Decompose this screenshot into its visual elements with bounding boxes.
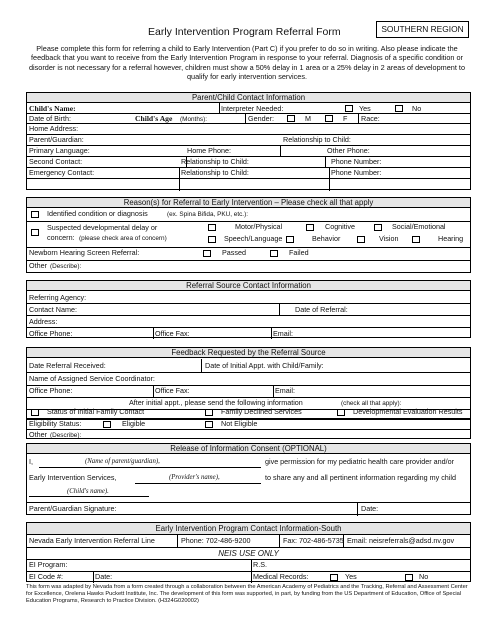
section-heading: Referral Source Contact Information (27, 281, 470, 291)
after-appt-note: (check all that apply): (341, 400, 402, 407)
motor-label: Motor/Physical (235, 222, 283, 231)
gender-m-label: M (305, 114, 311, 123)
suspected-delay-checkbox[interactable] (31, 229, 39, 236)
date-of-referral-label: Date of Referral: (295, 305, 348, 314)
behavior-label: Behavior (312, 234, 341, 243)
home-address-label: Home Address: (29, 124, 79, 133)
hearing-checkbox[interactable] (412, 236, 420, 243)
date-received-label: Date Referral Received: (29, 361, 106, 370)
home-phone-label: Home Phone: (187, 146, 231, 155)
social-label: Social/Emotional (392, 222, 446, 231)
office-phone-label: Office Phone: (29, 386, 73, 395)
describe-label: (Describe): (50, 263, 82, 270)
vision-checkbox[interactable] (357, 236, 365, 243)
email-label: Email: (273, 329, 293, 338)
months-label: (Months): (180, 116, 207, 123)
section-heading: Early Intervention Program Contact Information-South (27, 523, 470, 535)
section-heading: Parent/Child Contact Information (27, 93, 470, 103)
section-heading: Feedback Requested by the Referral Source (27, 348, 470, 358)
after-appt-label: After initial appt., please send the following information (129, 398, 303, 407)
social-checkbox[interactable] (374, 224, 382, 231)
provider-name-hint: (Provider's name), (169, 474, 220, 481)
gender-f-label: F (343, 114, 348, 123)
childs-name-hint: (Child's name). (67, 488, 109, 495)
program-contact-section (26, 522, 471, 582)
failed-checkbox[interactable] (270, 250, 278, 257)
parent-guardian-label: Parent/Guardian: (29, 135, 84, 144)
medical-no-checkbox[interactable] (405, 574, 413, 581)
office-fax-label: Office Fax: (155, 329, 190, 338)
evaluation-results-label: Developmental Evaluation Results (353, 407, 463, 416)
parent-child-section (26, 92, 471, 190)
describe-label: (Describe): (50, 432, 82, 439)
feedback-options (26, 408, 471, 439)
gender-m-checkbox[interactable] (287, 115, 295, 122)
gender-f-checkbox[interactable] (325, 115, 333, 122)
office-phone-label: Office Phone: (29, 329, 73, 338)
relationship-label-3: Relationship to Child: (181, 168, 249, 177)
emergency-contact-label: Emergency Contact: (29, 168, 95, 177)
share-info-text: to share any and all pertinent information regarding my child (265, 473, 456, 482)
other-label: Other (29, 430, 47, 439)
relationship-label-2: Relationship to Child: (181, 157, 249, 166)
medical-yes-checkbox[interactable] (330, 574, 338, 581)
not-eligible-label: Not Eligible (221, 419, 258, 428)
second-contact-label: Second Contact: (29, 157, 83, 166)
eligibility-status-label: Eligibility Status: (29, 419, 82, 428)
interpreter-no-checkbox[interactable] (395, 105, 403, 112)
program-fax: Fax: 702-486-5735 (283, 536, 344, 545)
referral-line-label: Nevada Early Intervention Referral Line (29, 536, 155, 545)
primary-language-label: Primary Language: (29, 146, 90, 155)
email-label: Email: (275, 386, 295, 395)
interpreter-no-label: No (412, 104, 422, 113)
identified-example: (ex. Spina Bifida, PKU, etc.): (167, 211, 248, 218)
speech-label: Speech/Language (224, 234, 283, 243)
phone-number-label-2: Phone Number: (331, 168, 382, 177)
passed-label: Passed (222, 248, 246, 257)
identified-condition-checkbox[interactable] (31, 211, 39, 218)
failed-label: Failed (289, 248, 309, 257)
other-label: Other (29, 261, 47, 270)
other-phone-label: Other Phone: (327, 146, 370, 155)
status-contact-checkbox[interactable] (31, 409, 39, 416)
relationship-label: Relationship to Child: (283, 135, 351, 144)
not-eligible-checkbox[interactable] (205, 421, 213, 428)
parent-name-hint: (Name of parent/guardian), (85, 458, 160, 465)
medical-no-label: No (419, 572, 429, 581)
rs-label: R.S. (253, 560, 267, 569)
race-label: Race: (361, 114, 380, 123)
eligible-label: Eligible (122, 419, 146, 428)
cognitive-checkbox[interactable] (306, 224, 314, 231)
cognitive-label: Cognitive (325, 222, 355, 231)
suspected-concern-label: concern: (47, 233, 75, 242)
passed-checkbox[interactable] (203, 250, 211, 257)
childs-name-label: Child's Name: (29, 104, 76, 113)
footer-note: This form was adapted by Nevada from a form created through a collaboration between the American Academy of Pediatrics and the Tracking, Referral and Assessment Center for Excellence, Orelena Hawks Puckett Institute, Inc. The development of this form was supported, in part, by funding from the US Department of Education, Office of Special Education Programs, Research to Practice Division. (H324G020002) (26, 584, 468, 604)
speech-checkbox[interactable] (208, 236, 216, 243)
interpreter-yes-label: Yes (359, 104, 371, 113)
medical-yes-label: Yes (345, 572, 357, 581)
declined-services-checkbox[interactable] (205, 409, 213, 416)
gender-label: Gender: (248, 114, 274, 123)
evaluation-results-checkbox[interactable] (337, 409, 345, 416)
give-permission-text: give permission for my pediatric health care provider and/or (265, 457, 454, 466)
consent-section (26, 443, 471, 515)
date-label: Date: (361, 504, 379, 513)
signature-label: Parent/Guardian Signature: (29, 504, 117, 513)
date-initial-appt-label: Date of Initial Appt. with Child/Family: (205, 361, 324, 370)
suspected-delay-label: Suspected developmental delay or (47, 223, 158, 232)
hearing-label: Hearing (438, 234, 464, 243)
vision-label: Vision (379, 234, 399, 243)
coordinator-label: Name of Assigned Service Coordinator: (29, 374, 155, 383)
behavior-checkbox[interactable] (286, 236, 294, 243)
contact-name-label: Contact Name: (29, 305, 77, 314)
interpreter-yes-checkbox[interactable] (345, 105, 353, 112)
medical-records-label: Medical Records: (253, 572, 309, 581)
intro-paragraph: Please complete this form for referring a child to Early Intervention (Part C) if you prefer to do so in writing. Also please indicate the feedback that you want to receive from the Early Intervention Program in response to your referral. Diagnosis of a specific condition or disorder is not necessary for a referral however, children must show a 50% delay in 1 area or a 25% delay in 2 areas of development to qualify for early intervention services. (28, 44, 466, 82)
ei-program-label: EI Program: (29, 560, 68, 569)
region-box: SOUTHERN REGION (376, 21, 469, 38)
status-contact-label: Status of Initial Family Contact (47, 407, 145, 416)
suspected-note: (please check area of concern) (79, 235, 167, 242)
referral-source-section (26, 280, 471, 338)
interpreter-label: Interpreter Needed: (221, 104, 284, 113)
consent-i-label: I, (29, 457, 33, 466)
form-title: Early Intervention Program Referral Form (148, 26, 341, 38)
date-label: Date: (95, 572, 113, 581)
childs-age-label: Child's Age (135, 114, 173, 123)
section-heading: Release of Information Consent (OPTIONAL) (27, 444, 470, 454)
program-email: Email: neisreferrals@adsd.nv.gov (347, 536, 455, 545)
newborn-screen-label: Newborn Hearing Screen Referral: (29, 248, 140, 257)
referring-agency-label: Referring Agency: (29, 293, 87, 302)
declined-services-label: Family Declined Services (221, 407, 302, 416)
motor-checkbox[interactable] (208, 224, 216, 231)
ei-services-text: Early Intervention Services, (29, 473, 117, 482)
ei-code-label: EI Code #: (29, 572, 63, 581)
eligible-checkbox[interactable] (103, 421, 111, 428)
phone-number-label: Phone Number: (331, 157, 382, 166)
identified-condition-label: Identified condition or diagnosis (47, 209, 148, 218)
neis-use-only: NEIS USE ONLY (218, 549, 279, 558)
address-label: Address: (29, 317, 58, 326)
office-fax-label: Office Fax: (155, 386, 190, 395)
dob-label: Date of Birth: (29, 114, 71, 123)
section-heading: Reason(s) for Referral to Early Intervention – Please check all that apply (27, 198, 470, 208)
program-phone: Phone: 702-486-9200 (181, 536, 251, 545)
reasons-section (26, 197, 471, 273)
